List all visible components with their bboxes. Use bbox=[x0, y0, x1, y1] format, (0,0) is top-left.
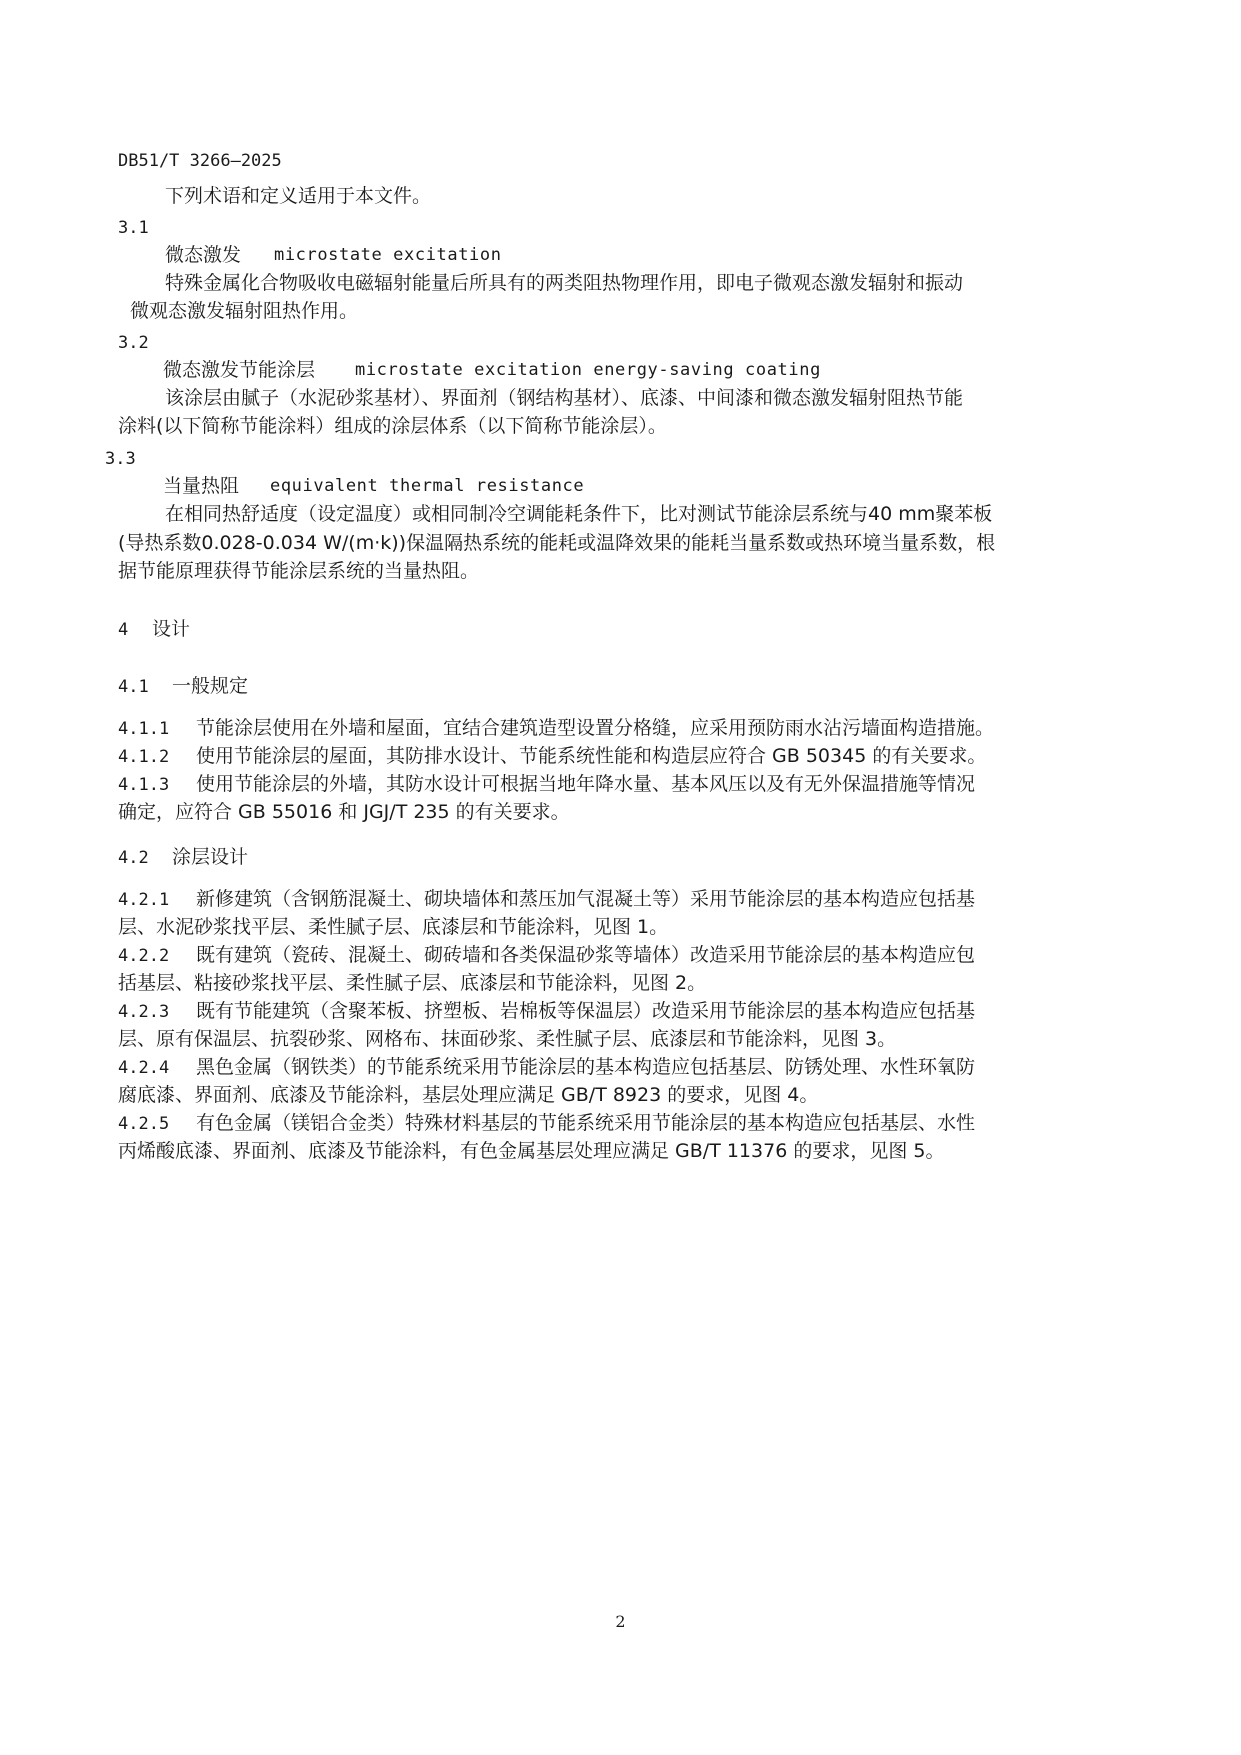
clause-text: 层、原有保温层、抗裂砂浆、网格布、抹面砂浆、柔性腻子层、底漆层和节能涂料，见图 3。 bbox=[118, 1028, 897, 1050]
term-number: 3.1 bbox=[118, 218, 149, 238]
term-definition-line: 该涂层由腻子（水泥砂浆基材）、界面剂（钢结构基材）、底漆、中间漆和微态激发辐射阻热节能 bbox=[165, 387, 964, 409]
term-number: 3.3 bbox=[105, 449, 136, 469]
clause-number: 4.2.1 bbox=[118, 890, 170, 910]
term-definition-line: 特殊金属化合物吸收电磁辐射能量后所具有的两类阻热物理作用，即电子微观态激发辐射和振动 bbox=[165, 272, 964, 294]
clause-number: 4.2.4 bbox=[118, 1058, 170, 1078]
subsection-title: 涂层设计 bbox=[172, 846, 249, 868]
term-definition-line: 涂料(以下简称节能涂料）组成的涂层体系（以下简称节能涂层）。 bbox=[118, 415, 667, 437]
clause-text: 有色金属（镁铝合金类）特殊材料基层的节能系统采用节能涂层的基本构造应包括基层、水性 bbox=[196, 1112, 976, 1134]
clause-text: 既有节能建筑（含聚苯板、挤塑板、岩棉板等保温层）改造采用节能涂层的基本构造应包括基 bbox=[196, 1000, 976, 1022]
term-title-en: microstate excitation energy-saving coating bbox=[355, 360, 821, 380]
subsection-number: 4.1 bbox=[118, 677, 149, 697]
clause-text: 层、水泥砂浆找平层、柔性腻子层、底漆层和节能涂料，见图 1。 bbox=[118, 916, 669, 938]
clause-text: 黑色金属（钢铁类）的节能系统采用节能涂层的基本构造应包括基层、防锈处理、水性环氧防 bbox=[196, 1056, 976, 1078]
section-title: 设计 bbox=[152, 618, 191, 640]
term-title-zh: 微态激发 bbox=[165, 244, 242, 266]
term-title-en: microstate excitation bbox=[274, 245, 502, 265]
term-number: 3.2 bbox=[118, 333, 149, 353]
subsection-title: 一般规定 bbox=[172, 675, 249, 697]
clause-number: 4.1.2 bbox=[118, 747, 170, 767]
subsection-number: 4.2 bbox=[118, 848, 149, 868]
term-title-en: equivalent thermal resistance bbox=[270, 476, 585, 496]
term-title-zh: 当量热阻 bbox=[163, 475, 240, 497]
term-definition-line: 据节能原理获得节能涂层系统的当量热阻。 bbox=[118, 560, 480, 582]
clause-number: 4.2.2 bbox=[118, 946, 170, 966]
clause-text: 括基层、粘接砂浆找平层、柔性腻子层、底漆层和节能涂料，见图 2。 bbox=[118, 972, 707, 994]
clause-text: 使用节能涂层的外墙，其防水设计可根据当地年降水量、基本风压以及有无外保温措施等情况 bbox=[196, 773, 976, 795]
clause-text: 既有建筑（瓷砖、混凝土、砌砖墙和各类保温砂浆等墙体）改造采用节能涂层的基本构造应包 bbox=[196, 944, 976, 966]
clause-number: 4.1.1 bbox=[118, 719, 170, 739]
clause-text: 丙烯酸底漆、界面剂、底漆及节能涂料，有色金属基层处理应满足 GB/T 11376 的要求，见图 5。 bbox=[118, 1140, 945, 1162]
document-id: DB51/T 3266—2025 bbox=[118, 151, 282, 171]
clause-text: 确定，应符合 GB 55016 和 JGJ/T 235 的有关要求。 bbox=[118, 801, 570, 823]
clause-text: 节能涂层使用在外墙和屋面，宜结合建筑造型设置分格缝，应采用预防雨水沾污墙面构造措施。 bbox=[196, 717, 995, 739]
clause-number: 4.1.3 bbox=[118, 775, 170, 795]
section-number: 4 bbox=[118, 620, 129, 640]
term-title-zh: 微态激发节能涂层 bbox=[163, 359, 316, 381]
clause-number: 4.2.5 bbox=[118, 1114, 170, 1134]
clause-text: 使用节能涂层的屋面，其防排水设计、节能系统性能和构造层应符合 GB 50345 的有关要求。 bbox=[196, 745, 987, 767]
terms-intro: 下列术语和定义适用于本文件。 bbox=[165, 185, 432, 207]
term-definition-line: (导热系数0.028-0.034 W/(m·k))保温隔热系统的能耗或温降效果的能耗当量系数或热环境当量系数，根 bbox=[118, 532, 996, 554]
clause-text: 腐底漆、界面剂、底漆及节能涂料，基层处理应满足 GB/T 8923 的要求，见图 4。 bbox=[118, 1084, 819, 1106]
term-definition-line: 在相同热舒适度（设定温度）或相同制冷空调能耗条件下，比对测试节能涂层系统与40 mm聚苯板 bbox=[165, 503, 993, 525]
clause-text: 新修建筑（含钢筋混凝土、砌块墙体和蒸压加气混凝土等）采用节能涂层的基本构造应包括基 bbox=[196, 888, 976, 910]
term-definition-line: 微观态激发辐射阻热作用。 bbox=[130, 300, 359, 322]
clause-number: 4.2.3 bbox=[118, 1002, 170, 1022]
page-number: 2 bbox=[615, 1612, 626, 1631]
